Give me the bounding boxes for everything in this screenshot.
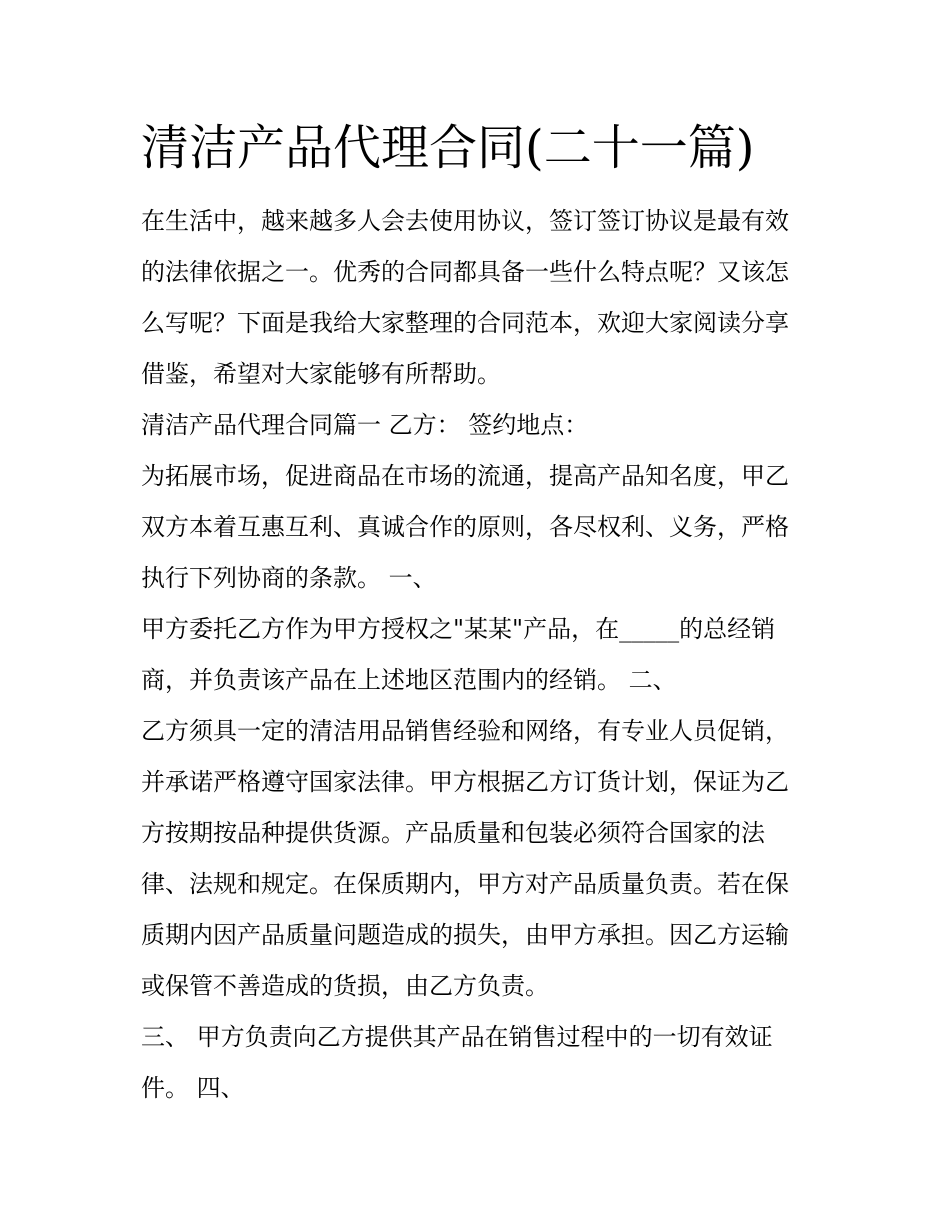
preamble-paragraph: 为拓展市场，促进商品在市场的流通，提高产品知名度，甲乙 双方本着互惠互利、真诚合作的原则，各尽权利、义务，严格 执行下列协商的条款。 一、 (141, 462, 789, 592)
clause-one-paragraph: 甲方委托乙方作为甲方授权之"某某"产品，在_____的总经销 商，并负责该产品在上述地区范围内的经销。 二、 (141, 615, 776, 694)
contract-heading-line: 清洁产品代理合同篇一 乙方： 签约地点： (141, 411, 589, 439)
clause-two-paragraph: 乙方须具一定的清洁用品销售经验和网络，有专业人员促销， 并承诺严格遵守国家法律。甲方根据乙方订货计划，保证为乙 方按期按品种提供货源。产品质量和包装必须符合国家的法 律、法规和规定。在保质期内，甲方对产品质量负责。若在保 质期内因产品质量问题造成的损失，由甲方承担。因乙方运输 或保管不善造成的货损，由乙方负责。 (141, 717, 789, 1000)
document-body (141, 112, 816, 1114)
intro-paragraph: 在生活中，越来越多人会去使用协议，签订签订协议是最有效 的法律依据之一。优秀的合同都具备一些什么特点呢？又该怎 么写呢？下面是我给大家整理的合同范本，欢迎大家阅读分享 借鉴，希望对大家能够有所帮助。 (141, 207, 789, 388)
clause-three-paragraph: 三、 甲方负责向乙方提供其产品在销售过程中的一切有效证 件。 四、 (141, 1023, 773, 1102)
document-title: 清洁产品代理合同(二十一篇) (141, 120, 755, 176)
